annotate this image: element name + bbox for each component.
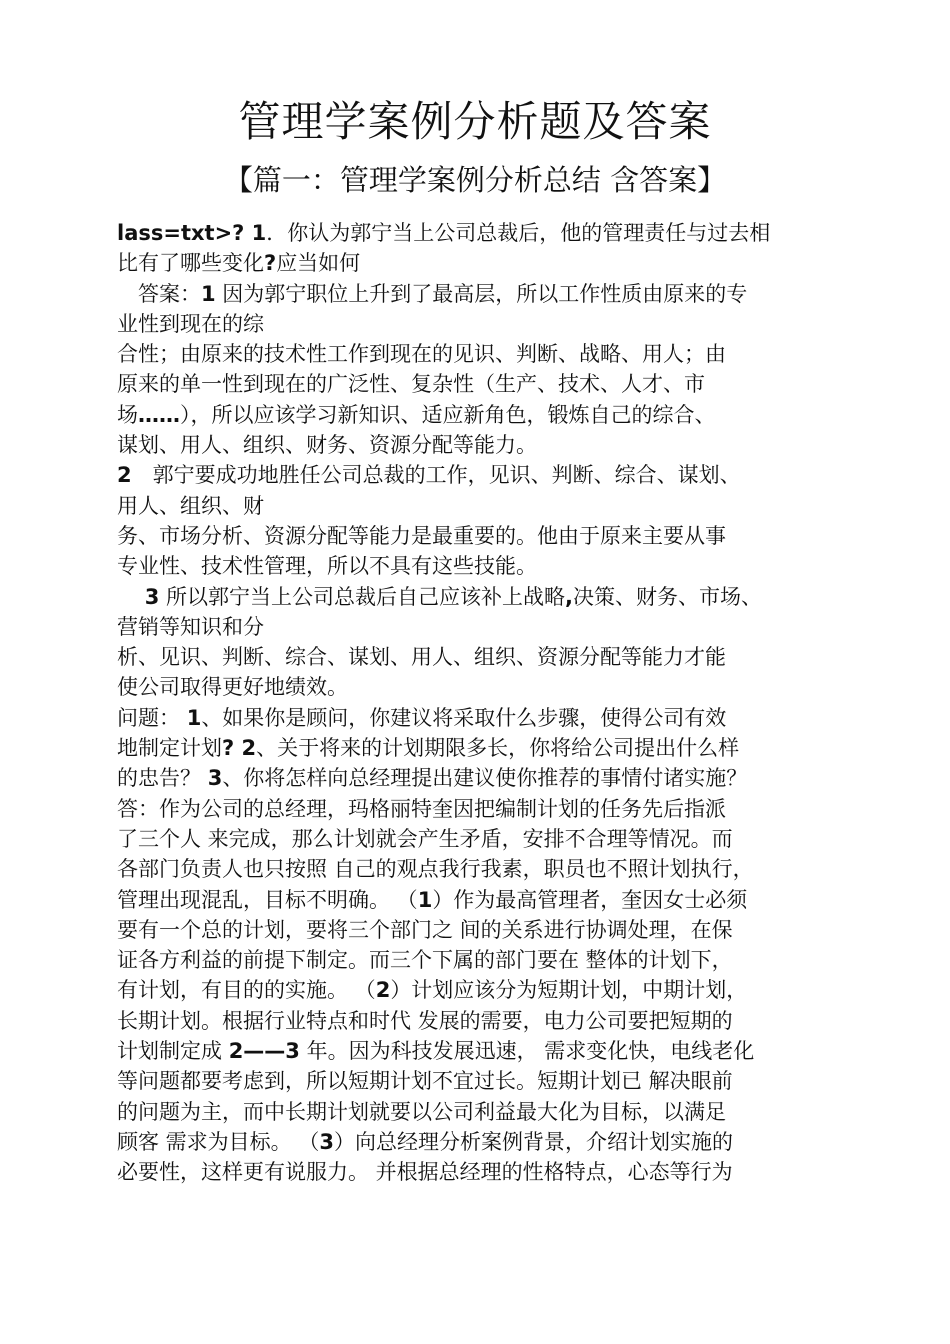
text-run: 郭宁要成功地胜任公司总裁的工作，见识、判断、综合、谋划、	[131, 463, 741, 488]
text-run: 所以郭宁当上公司总裁后自己应该补上战略	[159, 584, 565, 609]
text-line	[117, 672, 847, 702]
text-line	[117, 824, 847, 854]
text-run: 应当如何	[276, 251, 361, 276]
text-line	[117, 854, 847, 884]
text-run: 各部门负责人也只按照 自己的观点我行我素，职员也不照计划执行，	[117, 857, 754, 882]
text-run: ,	[565, 584, 573, 609]
text-run: 营销等知识和分	[117, 614, 264, 639]
text-line	[117, 491, 847, 521]
text-line	[117, 1127, 847, 1157]
text-run: 原来的单一性到现在的广泛性、复杂性（生产、技术、人才、市	[117, 372, 705, 397]
text-run: ……	[138, 402, 180, 427]
text-run: 析、见识、判断、综合、谋划、用人、组织、资源分配等能力才能	[117, 645, 726, 670]
text-run: 证各方利益的前提下制定。而三个下属的部门要在 整体的计划下，	[117, 948, 733, 973]
text-line	[117, 1036, 847, 1066]
text-line	[117, 309, 847, 339]
text-run: 2	[117, 463, 132, 488]
text-run: 管理出现混乱，目标不明确。 （	[117, 887, 418, 912]
text-line	[117, 1066, 847, 1096]
text-line	[117, 794, 847, 824]
text-run: ）计划应该分为短期计划，中期计划，	[390, 978, 748, 1003]
text-line	[117, 369, 847, 399]
text-run: 因为郭宁职位上升到了最高层，所以工作性质由原来的专	[215, 281, 748, 306]
text-run: ）向总经理分析案例背景，介绍计划实施的	[333, 1129, 733, 1154]
text-run	[117, 585, 145, 609]
text-run: ? 2	[222, 736, 257, 761]
text-run: 、如果你是顾问，你建议将采取什么步骤，使得公司有效	[201, 705, 727, 730]
document-title: 管理学案例分析题及答案	[238, 97, 712, 146]
text-line	[117, 279, 847, 309]
text-run: ）作为最高管理者，奎因女士必须	[432, 887, 748, 912]
text-run: 长期计划。根据行业特点和时代 发展的需要，电力公司要把短期的	[117, 1008, 733, 1033]
text-run: 年。因为科技发展迅速， 需求变化快，电线老化	[299, 1039, 755, 1064]
text-run: 地制定计划	[117, 736, 222, 761]
text-run: 、你将怎样向总经理提出建议使你推荐的事情付诸实施？	[222, 766, 748, 791]
text-line	[117, 1006, 847, 1036]
text-line	[117, 642, 847, 672]
text-run: 要有一个总的计划，要将三个部门之 间的关系进行协调处理，在保	[117, 917, 733, 942]
text-run: 答案：	[117, 281, 201, 306]
text-run: 比有了哪些变化	[117, 251, 264, 276]
text-run: 2	[375, 978, 391, 1003]
text-line	[117, 703, 847, 733]
text-run: 顾客 需求为目标。 （	[117, 1129, 320, 1154]
text-run: 专业性、技术性管理，所以不具有这些技能。	[117, 554, 537, 579]
text-run: 有计划，有目的的实施。 （	[117, 978, 376, 1003]
text-line	[117, 1157, 847, 1187]
text-line	[117, 763, 847, 793]
text-run: ．你认为郭宁当上公司总裁后，他的管理责任与过去相	[266, 221, 771, 245]
text-run: 了三个人 来完成，那么计划就会产生矛盾，安排不合理等情况。而	[117, 826, 733, 851]
text-run: ），所以应该学习新知识、适应新角色，锻炼自己的综合、	[180, 402, 716, 427]
text-line	[117, 400, 847, 430]
text-run: 的忠告？	[117, 766, 208, 791]
text-line	[117, 733, 847, 763]
text-run: 答：作为公司的总经理，玛格丽特奎因把编制计划的任务先后指派	[117, 796, 726, 821]
text-run: lass=txt>? 1	[117, 221, 267, 245]
document-subtitle: 【篇一：管理学案例分析总结 含答案】	[223, 163, 727, 197]
text-line	[117, 551, 847, 581]
text-run: 3	[144, 584, 160, 609]
text-line	[117, 945, 847, 975]
text-run: 谋划、用人、组织、财务、资源分配等能力。	[117, 433, 537, 458]
text-line	[117, 248, 847, 278]
text-line	[117, 885, 847, 915]
text-run: 必要性，这样更有说服力。 并根据总经理的性格特点，心态等行为	[117, 1160, 733, 1185]
text-run: 决策、财务、市场、	[572, 584, 762, 609]
text-line	[117, 582, 847, 612]
text-run: 3	[207, 766, 223, 791]
text-run: 务、市场分析、资源分配等能力是最重要的。他由于原来主要从事	[117, 523, 726, 548]
text-run: 1	[186, 705, 202, 730]
text-run: 1	[201, 281, 216, 306]
text-run: 问题：	[117, 705, 187, 730]
text-run: 合性；由原来的技术性工作到现在的见识、判断、战略、用人；由	[117, 342, 726, 367]
text-line	[117, 521, 847, 551]
text-run: ?	[264, 251, 277, 276]
text-run: 1	[417, 887, 433, 912]
text-line	[117, 975, 847, 1005]
text-run: 的问题为主，而中长期计划就要以公司利益最大化为目标，以满足	[117, 1099, 726, 1124]
text-line	[117, 915, 847, 945]
text-line	[117, 1097, 847, 1127]
text-run: 使公司取得更好地绩效。	[117, 675, 348, 700]
text-run: 计划制定成	[117, 1039, 229, 1064]
document-body	[117, 218, 847, 1188]
text-run: 、关于将来的计划期限多长，你将给公司提出什么样	[256, 736, 740, 761]
text-run: 业性到现在的综	[117, 311, 264, 336]
text-run: 2——3	[228, 1039, 300, 1064]
text-line	[117, 430, 847, 460]
text-run: 场	[117, 402, 138, 427]
text-run: 3	[319, 1129, 334, 1154]
text-line	[117, 218, 847, 248]
text-run: 用人、组织、财	[117, 493, 264, 518]
text-run: 等问题都要考虑到，所以短期计划不宜过长。短期计划已 解决眼前	[117, 1069, 733, 1094]
text-line	[117, 612, 847, 642]
text-line	[117, 339, 847, 369]
text-line	[117, 460, 847, 490]
